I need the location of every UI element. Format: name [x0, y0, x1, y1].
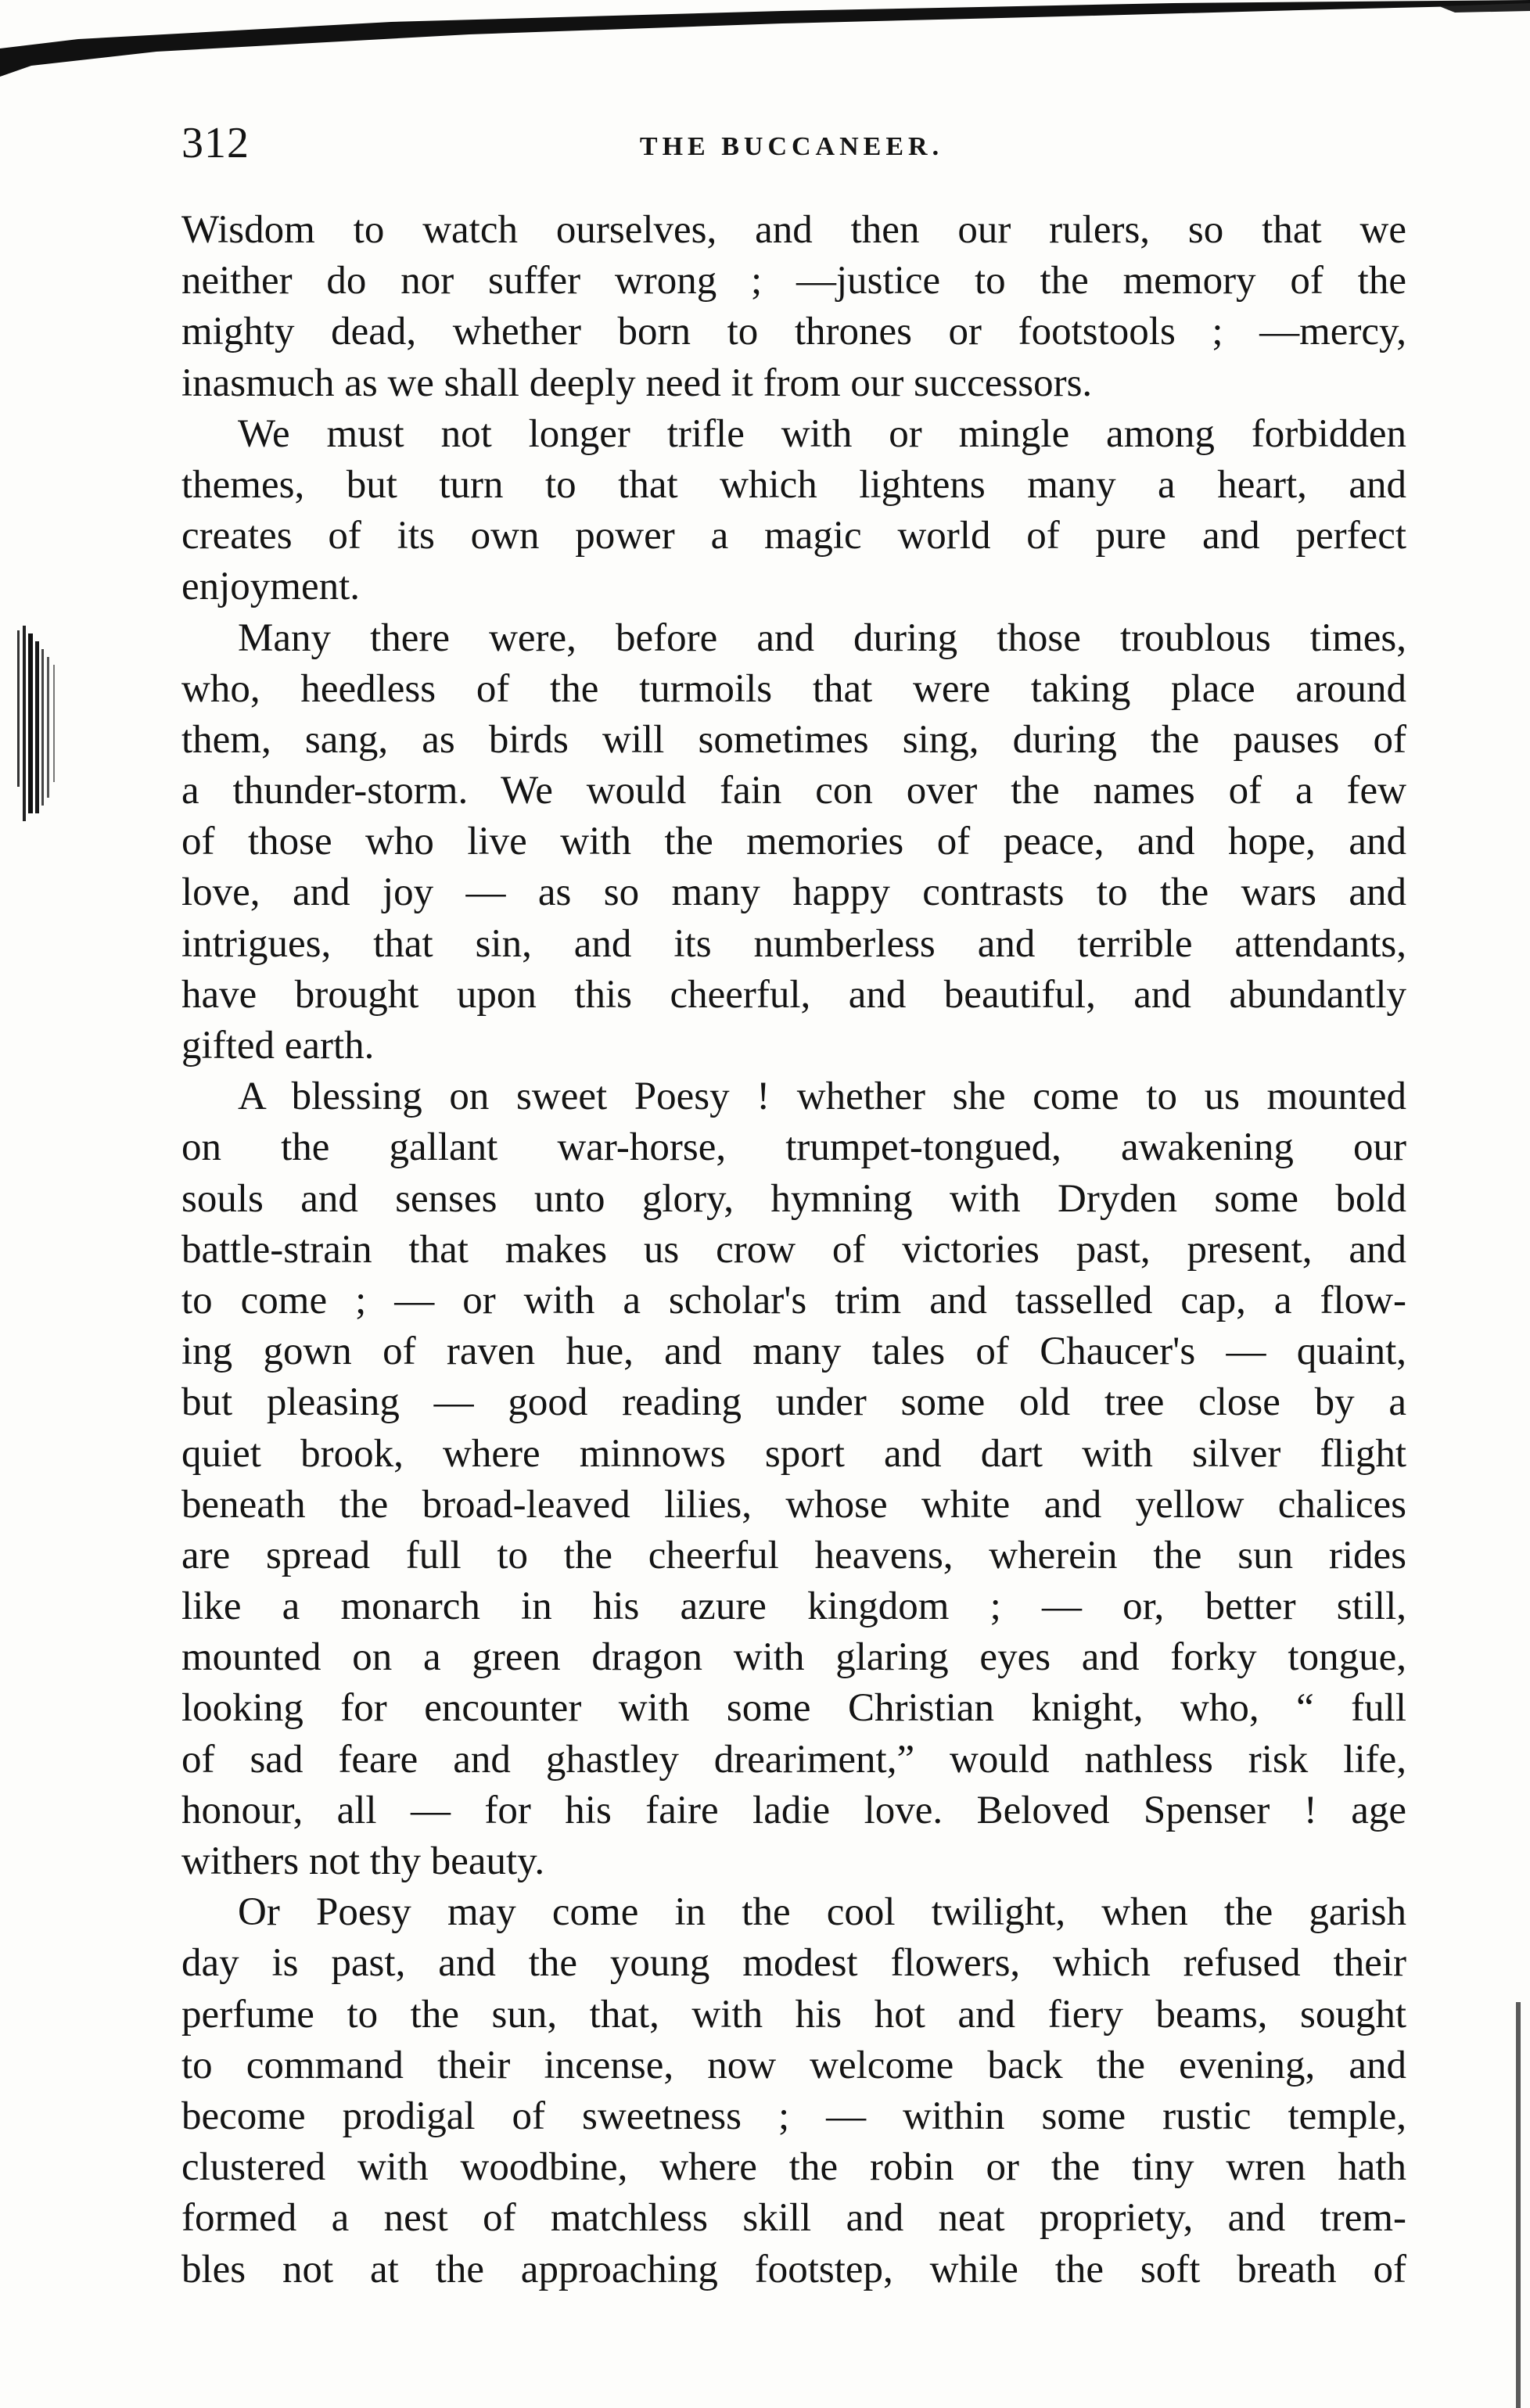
- text-line: Or Poesy may come in the cool twilight, when the garish: [238, 1890, 1406, 1935]
- text-line: mounted on a green dragon with glaring eyes and forky tongue,: [181, 1635, 1406, 1680]
- text-line: of those who live with the memories of peace, and hope, and: [181, 820, 1406, 864]
- text-line: themes, but turn to that which lightens many a heart, and: [181, 462, 1406, 507]
- text-line: mighty dead, whether born to thrones or footstools ; —mercy,: [181, 310, 1406, 354]
- text-line: have brought upon this cheerful, and beautiful, and abundantly: [181, 972, 1406, 1017]
- text-line: beneath the broad-leaved lilies, whose white and yellow chalices: [181, 1482, 1406, 1527]
- text-line: day is past, and the young modest flowers, which refused their: [181, 1941, 1406, 1986]
- text-line: are spread full to the cheerful heavens, wherein the sun rides: [181, 1533, 1406, 1577]
- text-line: perfume to the sun, that, with his hot and fiery beams, sought: [181, 1992, 1406, 2037]
- text-line: We must not longer trifle with or mingle among forbidden: [238, 411, 1406, 456]
- text-line: withers not thy beauty.: [181, 1839, 545, 1883]
- text-line: love, and joy — as so many happy contrasts to the wars and: [181, 870, 1406, 915]
- text-line: to command their incense, now welcome back the evening, and: [181, 2043, 1406, 2087]
- text-line: bles not at the approaching footstep, while the soft breath of: [181, 2247, 1406, 2291]
- text-line: to come ; — or with a scholar's trim and tasselled cap, a flow-: [181, 1278, 1406, 1322]
- page-header: [181, 116, 1433, 170]
- paragraph: [181, 1887, 1406, 2295]
- text-line: like a monarch in his azure kingdom ; — or, better still,: [181, 1584, 1406, 1629]
- text-line: A blessing on sweet Poesy ! whether she come to us mounted: [238, 1075, 1406, 1119]
- body-text: [181, 205, 1406, 2295]
- text-line: ing gown of raven hue, and many tales of Chaucer's — quaint,: [181, 1330, 1406, 1374]
- text-line: battle-strain that makes us crow of victories past, present, and: [181, 1227, 1406, 1272]
- text-line: become prodigal of sweetness ; — within some rustic temple,: [181, 2094, 1406, 2138]
- text-line: clustered with woodbine, where the robin or the tiny wren hath: [181, 2145, 1406, 2190]
- scan-edge-right: [1516, 2002, 1521, 2408]
- text-line: Many there were, before and during those troublous times,: [238, 615, 1406, 660]
- text-line: creates of its own power a magic world of pure and perfect: [181, 514, 1406, 558]
- text-line: but pleasing — good reading under some old tree close by a: [181, 1380, 1406, 1425]
- text-line: inasmuch as we shall deeply need it from our successors.: [181, 361, 1093, 405]
- text-line: honour, all — for his faire ladie love. Beloved Spenser ! age: [181, 1788, 1406, 1832]
- text-line: intrigues, that sin, and its numberless and terrible attendants,: [181, 921, 1406, 966]
- text-line: neither do nor suffer wrong ; —justice to the memory of the: [181, 259, 1406, 303]
- text-line: a thunder-storm. We would fain con over the names of a few: [181, 769, 1406, 813]
- page-number: 312: [181, 119, 250, 167]
- text-line: who, heedless of the turmoils that were taking place around: [181, 666, 1406, 711]
- paragraph: [181, 409, 1406, 613]
- text-line: looking for encounter with some Christian knight, who, “ full: [181, 1686, 1406, 1731]
- text-line: of sad feare and ghastley dreariment,” would nathless risk life,: [181, 1737, 1406, 1782]
- scan-edge-top: [0, 0, 1530, 78]
- text-line: them, sang, as birds will sometimes sing, during the pauses of: [181, 717, 1406, 762]
- scan-edge-left: [16, 626, 63, 845]
- text-line: gifted earth.: [181, 1024, 375, 1068]
- paragraph: [181, 205, 1406, 409]
- text-line: Wisdom to watch ourselves, and then our rulers, so that we: [181, 208, 1406, 252]
- text-line: enjoyment.: [181, 565, 361, 609]
- text-line: formed a nest of matchless skill and neat propriety, and trem-: [181, 2196, 1406, 2241]
- text-line: souls and senses unto glory, hymning with Dryden some bold: [181, 1176, 1406, 1221]
- text-line: on the gallant war-horse, trumpet-tongued, awakening our: [181, 1125, 1406, 1170]
- text-line: quiet brook, where minnows sport and dart with silver flight: [181, 1431, 1406, 1476]
- paragraph: [181, 1071, 1406, 1887]
- paragraph: [181, 613, 1406, 1072]
- running-title: THE BUCCANEER.: [639, 132, 944, 161]
